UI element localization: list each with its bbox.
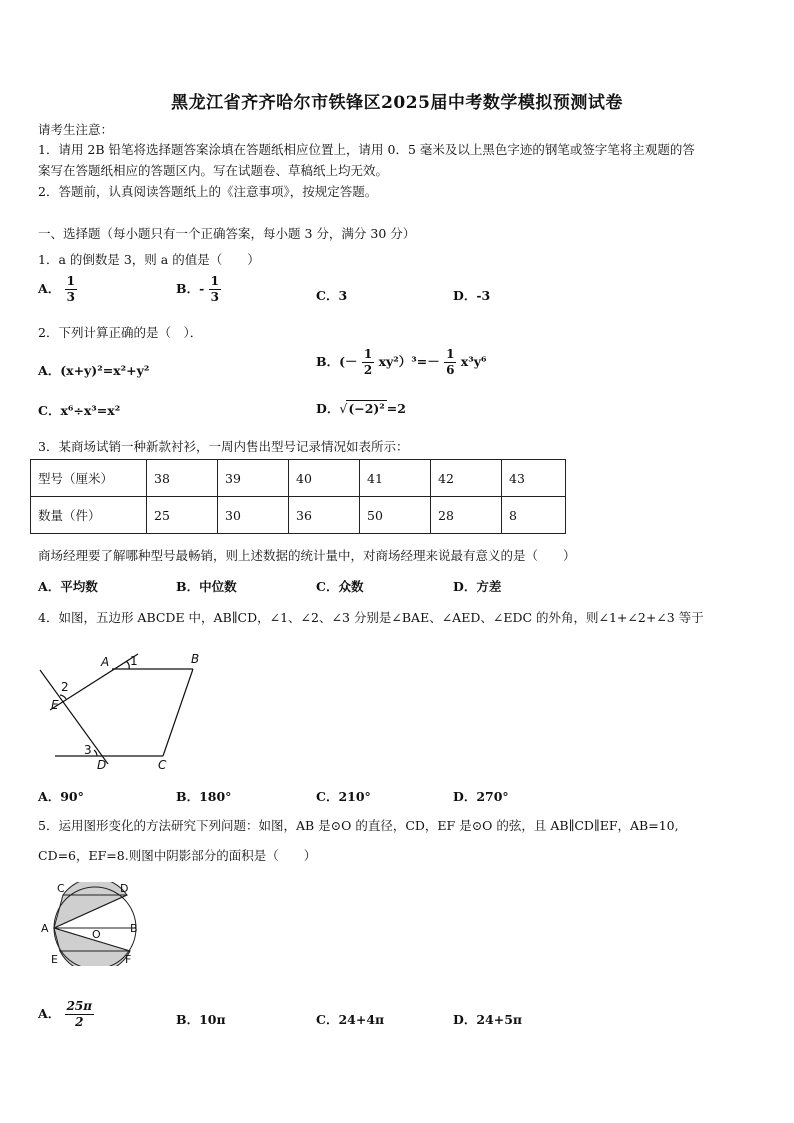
q2-b-end: x³y⁶ <box>460 354 487 369</box>
q2-stem: 2．下列计算正确的是（ ）． <box>38 325 203 340</box>
label-b: B <box>130 922 138 935</box>
q1-b-num: 1 <box>210 274 219 288</box>
q1-a-den: 3 <box>66 290 75 304</box>
pentagon-figure <box>30 645 230 775</box>
q5-option-a <box>38 999 94 1030</box>
q2-b-fraction-1 <box>362 347 374 378</box>
q2-b-num-2: 1 <box>446 347 455 361</box>
table-header-cell: 数量（件） <box>31 497 147 534</box>
q1-a-num: 1 <box>66 274 75 288</box>
q1-option-c: C．3 <box>316 288 348 303</box>
table-cell: 8 <box>502 497 566 534</box>
table-cell: 25 <box>147 497 218 534</box>
q1-b-fraction <box>209 274 221 305</box>
q2-b-num-1: 1 <box>363 347 373 361</box>
label-b: B <box>191 652 200 666</box>
q5-option-b: B．10π <box>176 1012 226 1027</box>
q4-option-b: B．180° <box>176 789 232 804</box>
q5-option-c: C．24+4π <box>316 1012 385 1027</box>
label-f: F <box>125 953 132 966</box>
label-c: C <box>57 882 65 895</box>
label-a: A <box>101 655 110 669</box>
q5-a-fraction <box>65 999 94 1030</box>
q1-stem: 1．a 的倒数是 3，则 a 的值是（ ） <box>38 252 260 267</box>
table-cell: 36 <box>289 497 360 534</box>
q1-b-label: B．- <box>176 281 205 296</box>
q2-d-label: D． <box>316 401 340 416</box>
q2-b-fraction-2 <box>444 347 456 378</box>
table-cell: 42 <box>431 460 502 497</box>
label-3: 3 <box>84 743 92 757</box>
page-title: 黑龙江省齐齐哈尔市铁锋区2025届中考数学模拟预测试卷 <box>171 93 623 113</box>
q2-b-label: B．(－ <box>316 354 358 369</box>
section-heading: 一、选择题（每小题只有一个正确答案，每小题 3 分，满分 30 分） <box>38 226 416 241</box>
notice-heading: 请考生注意： <box>38 122 114 137</box>
label-e: E <box>51 698 59 712</box>
table-cell: 50 <box>360 497 431 534</box>
notice-line-2: 案写在答题纸相应的答题区内。写在试题卷、草稿纸上均无效。 <box>38 163 389 178</box>
q5-a-label: A． <box>38 1006 61 1021</box>
segment-bc <box>163 669 193 756</box>
table-cell: 38 <box>147 460 218 497</box>
q2-option-a: A．(x+y)²=x²+y² <box>38 363 150 378</box>
q1-option-b <box>176 274 221 305</box>
q1-b-den: 3 <box>210 290 219 304</box>
q5-stem-line-1: 5．运用图形变化的方法研究下列问题：如图，AB 是⊙O 的直径，CD，EF 是⊙O 的弦，且 AB∥CD∥EF，AB=10, <box>38 818 679 833</box>
q2-d-radicand: (−2)² <box>348 401 385 416</box>
line-ed-extended <box>40 670 108 764</box>
q3-option-c: C．众数 <box>316 579 364 594</box>
table-cell: 39 <box>218 460 289 497</box>
q5-stem-line-2: CD=6，EF=8.则图中阴影部分的面积是（ ） <box>38 848 317 863</box>
table-cell: 30 <box>218 497 289 534</box>
q1-option-d: D．-3 <box>453 288 491 303</box>
q3-option-d: D．方差 <box>453 579 502 594</box>
q5-option-d: D．24+5π <box>453 1012 523 1027</box>
q3-option-a: A．平均数 <box>38 579 98 594</box>
sqrt-icon: √ <box>339 401 348 416</box>
q3-stem: 3．某商场试销一种新款衬衫，一周内售出型号记录情况如表所示： <box>38 439 409 454</box>
q4-stem: 4．如图，五边形 ABCDE 中，AB∥CD，∠1、∠2、∠3 分别是∠BAE、∠AED、∠EDC 的外角，则∠1+∠2+∠3 等于 <box>38 610 704 625</box>
q2-b-middle: xy²）³=－ <box>378 354 440 369</box>
label-1: 1 <box>130 654 138 668</box>
table-row <box>31 497 566 534</box>
shaded-segment-ef <box>60 951 130 966</box>
q4-option-d: D．270° <box>453 789 509 804</box>
table-cell: 40 <box>289 460 360 497</box>
notice-line-3: 2．答题前，认真阅读答题纸上的《注意事项》，按规定答题。 <box>38 184 378 199</box>
label-d: D <box>120 882 129 895</box>
q5-a-den: 2 <box>75 1015 84 1029</box>
table-cell: 43 <box>502 460 566 497</box>
q2-option-d <box>316 399 406 417</box>
q4-option-c: C．210° <box>316 789 371 804</box>
notice-line-1: 1．请用 2B 铅笔将选择题答案涂填在答题纸相应位置上，请用 0．5 毫米及以上黑色字迹的钢笔或签字笔将主观题的答 <box>38 142 695 157</box>
circle-figure <box>34 882 146 966</box>
angle-1-arc <box>126 661 129 669</box>
label-2: 2 <box>61 680 69 694</box>
size-table <box>30 459 566 534</box>
q1-option-a <box>38 274 77 305</box>
table-cell: 28 <box>431 497 502 534</box>
q2-option-c: C．x⁶÷x³=x² <box>38 403 121 418</box>
label-e: E <box>51 953 58 966</box>
table-header-cell: 型号（厘米） <box>31 460 147 497</box>
q2-b-den-1: 2 <box>363 363 373 377</box>
label-d: D <box>97 758 107 772</box>
q3-question: 商场经理要了解哪种型号最畅销，则上述数据的统计量中，对商场经理来说最有意义的是（ ） <box>38 548 576 563</box>
q2-b-den-2: 6 <box>446 363 455 377</box>
table-cell: 41 <box>360 460 431 497</box>
q2-d-end: =2 <box>386 401 406 416</box>
q3-option-b: B．中位数 <box>176 579 237 594</box>
label-c: C <box>158 758 167 772</box>
q1-a-label: A． <box>38 281 61 296</box>
label-o: O <box>92 928 101 941</box>
label-a: A <box>41 922 49 935</box>
q1-a-fraction <box>65 274 77 305</box>
q2-option-b <box>316 347 486 378</box>
table-row <box>31 460 566 497</box>
q5-a-num: 25π <box>66 999 93 1013</box>
q4-option-a: A．90° <box>38 789 84 804</box>
angle-3-arc <box>94 750 97 756</box>
shaded-segment-cd <box>63 882 127 895</box>
